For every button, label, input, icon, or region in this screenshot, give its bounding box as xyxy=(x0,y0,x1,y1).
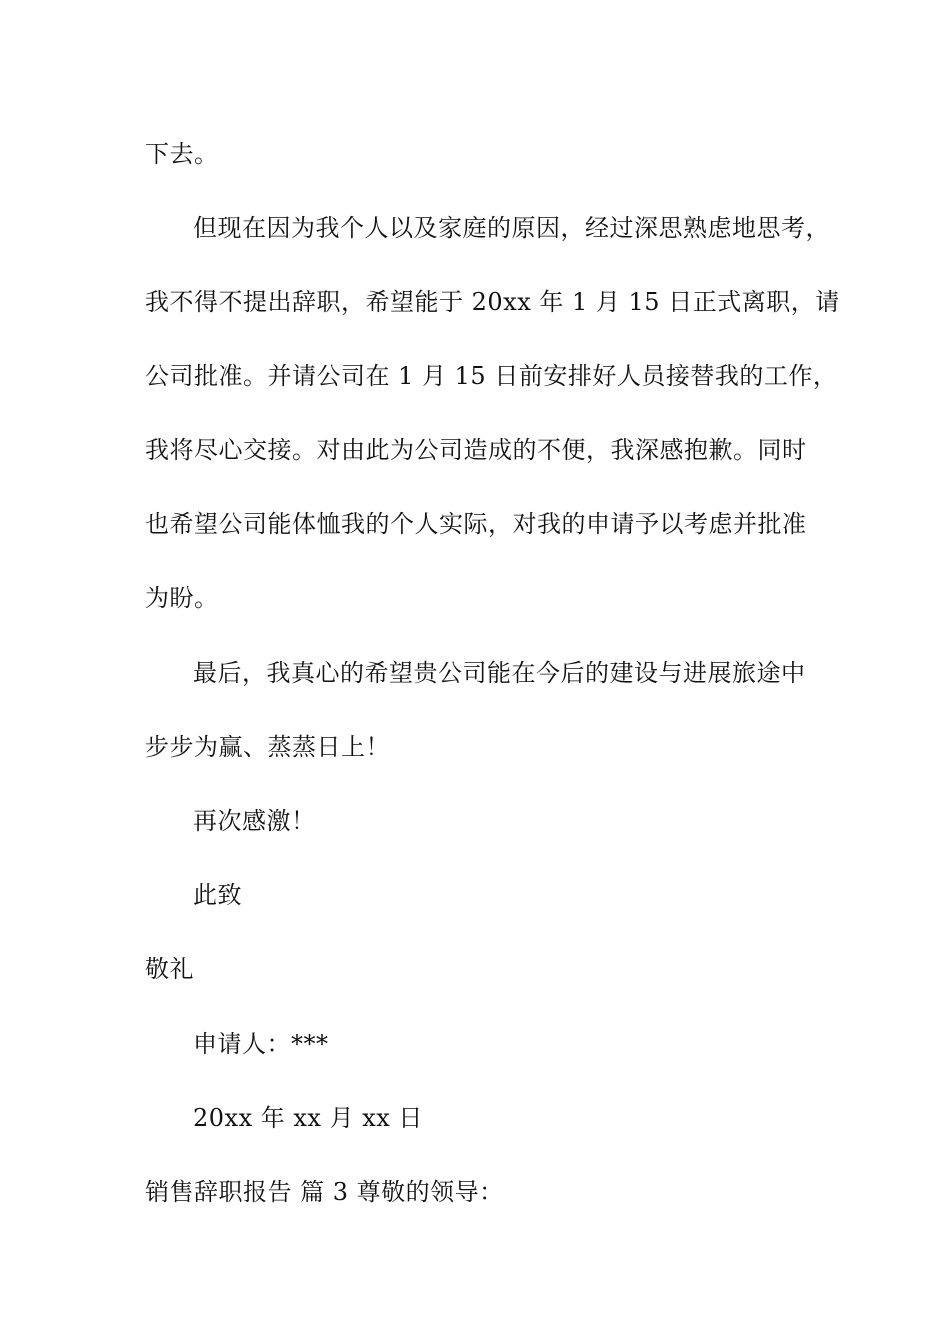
closing-line: 此致 xyxy=(193,881,242,909)
text-line-continuation: 下去。 xyxy=(145,140,219,168)
text-line: 也希望公司能体恤我的个人实际，对我的申请予以考虑并批准 xyxy=(145,510,807,538)
thanks-line: 再次感激！ xyxy=(193,807,316,835)
date-line: 20xx 年 xx 月 xx 日 xyxy=(193,1104,423,1132)
section-heading-line: 销售辞职报告 篇 3 尊敬的领导： xyxy=(145,1178,504,1206)
salutation-line: 敬礼 xyxy=(145,955,194,983)
text-line: 我不得不提出辞职，希望能于 20xx 年 1 月 15 日正式离职，请 xyxy=(145,288,840,316)
text-line-paragraph-start: 但现在因为我个人以及家庭的原因，经过深思熟虑地思考， xyxy=(193,214,830,242)
applicant-line: 申请人：*** xyxy=(193,1030,329,1058)
text-line: 步步为赢、蒸蒸日上！ xyxy=(145,733,390,761)
text-line: 为盼。 xyxy=(145,584,219,612)
text-line: 我将尽心交接。对由此为公司造成的不便，我深感抱歉。同时 xyxy=(145,436,807,464)
text-line-paragraph-start: 最后，我真心的希望贵公司能在今后的建设与进展旅途中 xyxy=(193,659,806,687)
text-line: 公司批准。并请公司在 1 月 15 日前安排好人员接替我的工作， xyxy=(145,362,838,390)
